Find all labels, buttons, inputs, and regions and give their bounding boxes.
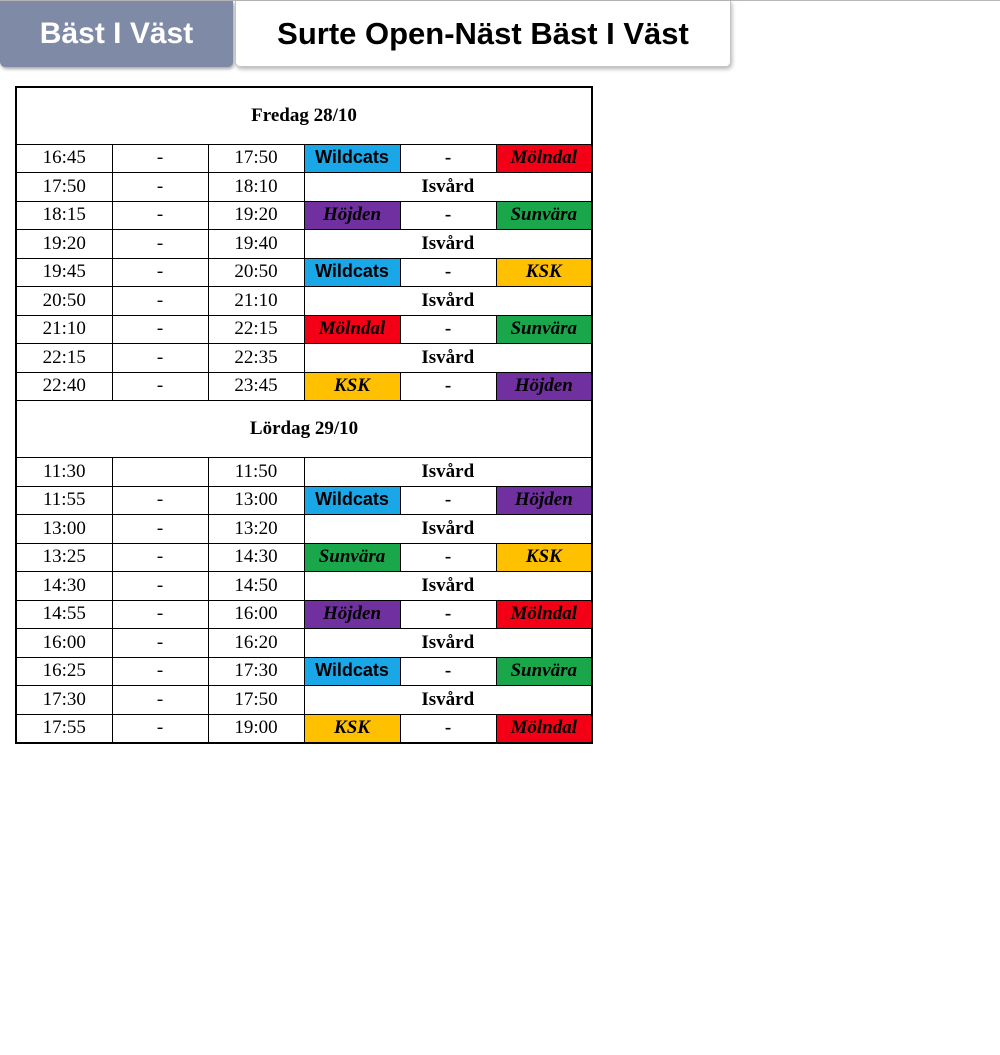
away-team xyxy=(496,600,592,629)
time-separator: - xyxy=(112,173,208,202)
tab-label: Bäst I Väst xyxy=(39,17,194,50)
start-time: 16:00 xyxy=(16,629,112,658)
time-separator: - xyxy=(112,144,208,173)
day-header-row xyxy=(16,87,592,144)
start-time: 21:10 xyxy=(16,315,112,344)
start-time: 11:55 xyxy=(16,486,112,515)
page-title xyxy=(235,1,731,67)
time-separator: - xyxy=(112,714,208,743)
match-row xyxy=(16,144,592,173)
away-team xyxy=(496,372,592,401)
end-time: 13:00 xyxy=(208,486,304,515)
home-team-name: Wildcats xyxy=(315,489,389,510)
ice-maintenance-row xyxy=(16,629,592,658)
away-team xyxy=(496,144,592,173)
start-time: 22:40 xyxy=(16,372,112,401)
versus-separator: - xyxy=(400,372,496,401)
home-team xyxy=(304,714,400,743)
end-time: 19:40 xyxy=(208,230,304,259)
end-time: 20:50 xyxy=(208,258,304,287)
start-time: 19:20 xyxy=(16,230,112,259)
schedule-table xyxy=(15,86,593,744)
event-label: Isvård xyxy=(304,572,592,601)
end-time: 17:50 xyxy=(208,686,304,715)
start-time: 22:15 xyxy=(16,344,112,373)
time-separator: - xyxy=(112,657,208,686)
day-header: Lördag 29/10 xyxy=(16,401,592,458)
home-team xyxy=(304,372,400,401)
event-label: Isvård xyxy=(304,344,592,373)
home-team xyxy=(304,144,400,173)
home-team-name: Höjden xyxy=(322,603,382,625)
away-team-name: Höjden xyxy=(514,375,573,397)
home-team xyxy=(304,258,400,287)
match-row xyxy=(16,657,592,686)
away-team xyxy=(496,486,592,515)
ice-maintenance-row xyxy=(16,572,592,601)
home-team-name: Höjden xyxy=(322,204,382,226)
end-time: 19:20 xyxy=(208,201,304,230)
time-separator: - xyxy=(112,344,208,373)
match-row xyxy=(16,258,592,287)
end-time: 16:20 xyxy=(208,629,304,658)
start-time: 14:30 xyxy=(16,572,112,601)
time-separator: - xyxy=(112,315,208,344)
time-separator: - xyxy=(112,629,208,658)
end-time: 19:00 xyxy=(208,714,304,743)
time-separator: - xyxy=(112,372,208,401)
versus-separator: - xyxy=(400,315,496,344)
end-time: 22:35 xyxy=(208,344,304,373)
versus-separator: - xyxy=(400,144,496,173)
day-header-row xyxy=(16,401,592,458)
away-team-name: KSK xyxy=(525,546,562,568)
end-time: 13:20 xyxy=(208,515,304,544)
home-team xyxy=(304,600,400,629)
away-team-name: KSK xyxy=(525,261,562,283)
match-row xyxy=(16,201,592,230)
tab-bast-i-vast[interactable] xyxy=(0,1,233,67)
match-row xyxy=(16,543,592,572)
start-time: 11:30 xyxy=(16,458,112,487)
day-header: Fredag 28/10 xyxy=(16,87,592,144)
start-time: 17:30 xyxy=(16,686,112,715)
home-team-name: Sunvära xyxy=(318,546,386,568)
time-separator: - xyxy=(112,600,208,629)
ice-maintenance-row xyxy=(16,287,592,316)
end-time: 21:10 xyxy=(208,287,304,316)
end-time: 17:50 xyxy=(208,144,304,173)
end-time: 17:30 xyxy=(208,657,304,686)
start-time: 16:25 xyxy=(16,657,112,686)
event-label: Isvård xyxy=(304,287,592,316)
end-time: 14:50 xyxy=(208,572,304,601)
ice-maintenance-row xyxy=(16,344,592,373)
start-time: 13:25 xyxy=(16,543,112,572)
versus-separator: - xyxy=(400,714,496,743)
versus-separator: - xyxy=(400,258,496,287)
page-title-text: Surte Open-Näst Bäst I Väst xyxy=(277,15,689,51)
away-team-name: Sunvära xyxy=(510,204,578,226)
end-time: 16:00 xyxy=(208,600,304,629)
home-team xyxy=(304,201,400,230)
home-team-name: Wildcats xyxy=(315,660,389,681)
home-team-name: Wildcats xyxy=(315,261,389,282)
time-separator: - xyxy=(112,486,208,515)
time-separator: - xyxy=(112,572,208,601)
ice-maintenance-row xyxy=(16,230,592,259)
start-time: 16:45 xyxy=(16,144,112,173)
ice-maintenance-row xyxy=(16,458,592,487)
end-time: 11:50 xyxy=(208,458,304,487)
home-team xyxy=(304,657,400,686)
time-separator: - xyxy=(112,287,208,316)
away-team xyxy=(496,201,592,230)
away-team xyxy=(496,543,592,572)
event-label: Isvård xyxy=(304,173,592,202)
away-team-name: Mölndal xyxy=(510,147,578,169)
versus-separator: - xyxy=(400,543,496,572)
event-label: Isvård xyxy=(304,230,592,259)
time-separator xyxy=(112,458,208,487)
end-time: 14:30 xyxy=(208,543,304,572)
away-team xyxy=(496,258,592,287)
event-label: Isvård xyxy=(304,629,592,658)
away-team-name: Mölndal xyxy=(510,603,578,625)
versus-separator: - xyxy=(400,486,496,515)
start-time: 18:15 xyxy=(16,201,112,230)
start-time: 17:50 xyxy=(16,173,112,202)
versus-separator: - xyxy=(400,201,496,230)
time-separator: - xyxy=(112,543,208,572)
versus-separator: - xyxy=(400,600,496,629)
home-team xyxy=(304,315,400,344)
match-row xyxy=(16,714,592,743)
match-row xyxy=(16,315,592,344)
event-label: Isvård xyxy=(304,686,592,715)
time-separator: - xyxy=(112,230,208,259)
away-team xyxy=(496,657,592,686)
end-time: 23:45 xyxy=(208,372,304,401)
time-separator: - xyxy=(112,515,208,544)
home-team xyxy=(304,486,400,515)
away-team xyxy=(496,714,592,743)
match-row xyxy=(16,486,592,515)
start-time: 14:55 xyxy=(16,600,112,629)
home-team-name: KSK xyxy=(334,717,370,738)
home-team-name: Mölndal xyxy=(318,318,386,340)
home-team-name: Wildcats xyxy=(315,147,389,168)
event-label: Isvård xyxy=(304,515,592,544)
start-time: 13:00 xyxy=(16,515,112,544)
versus-separator: - xyxy=(400,657,496,686)
match-row xyxy=(16,600,592,629)
end-time: 18:10 xyxy=(208,173,304,202)
start-time: 19:45 xyxy=(16,258,112,287)
time-separator: - xyxy=(112,201,208,230)
home-team xyxy=(304,543,400,572)
start-time: 20:50 xyxy=(16,287,112,316)
match-row xyxy=(16,372,592,401)
time-separator: - xyxy=(112,686,208,715)
away-team-name: Sunvära xyxy=(510,318,578,340)
end-time: 22:15 xyxy=(208,315,304,344)
ice-maintenance-row xyxy=(16,686,592,715)
away-team-name: Höjden xyxy=(514,489,573,511)
away-team xyxy=(496,315,592,344)
home-team-name: KSK xyxy=(334,375,370,397)
away-team-name: Mölndal xyxy=(510,717,578,738)
ice-maintenance-row xyxy=(16,515,592,544)
away-team-name: Sunvära xyxy=(510,660,578,682)
start-time: 17:55 xyxy=(16,714,112,743)
ice-maintenance-row xyxy=(16,173,592,202)
time-separator: - xyxy=(112,258,208,287)
event-label: Isvård xyxy=(304,458,592,487)
